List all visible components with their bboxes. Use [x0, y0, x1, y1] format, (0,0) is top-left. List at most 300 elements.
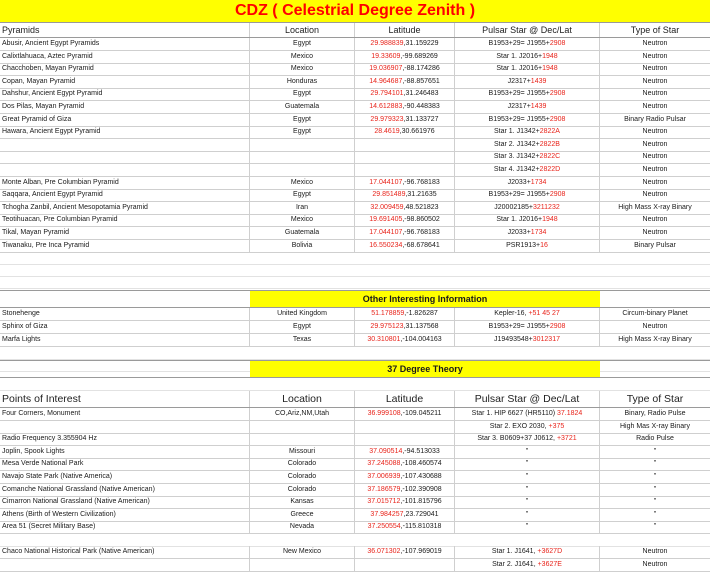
pulsar-name: J2033+: [507, 178, 531, 186]
place-name[interactable]: Comanche National Grassland (Native American): [0, 484, 250, 496]
location: Guatemala: [250, 101, 355, 113]
star-type: Neutron: [642, 52, 668, 60]
latitude-degree: 36.071302: [367, 548, 401, 555]
latitude: [355, 496, 455, 508]
sheet-title: CDZ ( Celestrial Degree Zenith ): [0, 0, 710, 23]
pulsar-star: [455, 546, 600, 558]
pulsar-name: B1953+29= J1955+: [488, 40, 550, 47]
latitude: [355, 334, 455, 346]
star-type: Neutron: [642, 191, 668, 199]
pulsar-star: [455, 484, 600, 496]
pulsar-star: [455, 114, 600, 126]
latitude: [355, 114, 455, 126]
place-name[interactable]: Marfa Lights: [0, 334, 250, 346]
location: Mexico: [250, 63, 355, 75]
pulsar-name: Star 2. J1342+: [494, 140, 540, 148]
table-row: [0, 484, 710, 497]
location: Egypt: [250, 126, 355, 138]
place-name[interactable]: Navajo State Park (Native America): [0, 471, 250, 483]
header-col2: Location: [250, 23, 355, 37]
place-name[interactable]: Hawara, Ancient Egypt Pyramid: [0, 126, 250, 138]
pulsar-dec: 2908: [549, 191, 566, 199]
pulsar-star: [455, 421, 600, 433]
pulsar-star: [455, 408, 600, 420]
location: Iran: [250, 202, 355, 214]
star-type: Binary, Radio Pulse: [624, 410, 686, 417]
latitude: [355, 214, 455, 226]
table-row: [0, 51, 710, 64]
latitude-degree: 19.691405: [369, 216, 403, 224]
header-col4: Pulsar Star @ Dec/Lat: [455, 23, 600, 37]
latitude-degree: 37.006939: [367, 473, 401, 480]
longitude: ,-88.857651: [402, 77, 440, 85]
latitude-degree: 51.178859: [371, 310, 405, 317]
place-name[interactable]: [0, 164, 250, 176]
pulsar-name: Star 1. HIP 6627 (HR5110): [471, 410, 558, 417]
pulsar-dec: 1734: [530, 178, 547, 186]
pulsar-dec: 2908: [549, 90, 566, 98]
location: Honduras: [250, 76, 355, 88]
latitude-degree: 14.612883: [369, 103, 403, 110]
pulsar-star: [455, 164, 600, 176]
place-name[interactable]: [0, 151, 250, 163]
table-row: [0, 240, 710, 253]
header-col4: Pulsar Star @ Dec/Lat: [455, 391, 600, 407]
place-name[interactable]: Cimarron National Grassland (Native American): [0, 496, 250, 508]
star-type: Neutron: [642, 40, 668, 47]
location: Colorado: [250, 471, 355, 483]
latitude: [355, 164, 455, 176]
place-name[interactable]: Tikal, Mayan Pyramid: [0, 227, 250, 239]
star-type: Neutron: [642, 323, 668, 330]
star-type: ": [653, 510, 657, 518]
longitude: ,-99.689269: [400, 52, 438, 60]
table-row: [0, 227, 710, 240]
latitude: [355, 240, 455, 252]
location: Colorado: [250, 484, 355, 496]
latitude: [355, 408, 455, 420]
latitude: [355, 433, 455, 445]
table-row: [0, 546, 710, 559]
pulsar-star: [455, 471, 600, 483]
pulsar-star: [455, 88, 600, 100]
longitude: ,-68.678641: [402, 241, 440, 249]
longitude: ,-1.826287: [404, 310, 438, 317]
location: Mexico: [250, 51, 355, 63]
location: Egypt: [250, 321, 355, 333]
pulsar-name: ": [525, 485, 529, 493]
longitude: ,30.661976: [399, 128, 435, 136]
longitude: ,-88.174286: [402, 65, 440, 73]
pulsar-dec: 2908: [549, 115, 566, 123]
latitude-degree: 29.851489: [372, 191, 406, 199]
pulsar-dec: 1948: [542, 52, 558, 60]
place-name[interactable]: Teotihuacan, Pre Columbian Pyramid: [0, 214, 250, 226]
blank-row: [0, 276, 710, 289]
table-row: [0, 446, 710, 459]
pulsar-name: ": [525, 473, 529, 480]
location: Mexico: [250, 177, 355, 189]
location: [250, 421, 355, 433]
pulsar-dec: +3627D: [537, 548, 563, 555]
place-name[interactable]: Mesa Verde National Park: [0, 458, 250, 470]
latitude: [355, 88, 455, 100]
pulsar-name: J2317+: [507, 77, 531, 85]
table-row: [0, 38, 710, 51]
location: [250, 164, 355, 176]
header-row: [0, 23, 710, 38]
pulsar-name: Star 1. J1641,: [491, 548, 538, 555]
place-name[interactable]: Copan, Mayan Pyramid: [0, 76, 250, 88]
latitude: [355, 76, 455, 88]
pulsar-star: [455, 51, 600, 63]
pulsar-dec: 2908: [549, 323, 566, 330]
latitude: [355, 51, 455, 63]
location: Colorado: [250, 458, 355, 470]
location: CO,Ariz,NM,Utah: [250, 408, 355, 420]
star-type: Neutron: [642, 128, 668, 136]
latitude: [355, 308, 455, 320]
pulsar-name: Star 1. J2016+: [496, 216, 543, 224]
table-row: [0, 151, 710, 164]
pulsar-star: [455, 227, 600, 239]
latitude: [355, 521, 455, 533]
table-row: [0, 471, 710, 484]
location: United Kingdom: [250, 308, 355, 320]
location: [250, 139, 355, 151]
location: New Mexico: [250, 546, 355, 558]
table-row: [0, 63, 710, 76]
location: Nevada: [250, 521, 355, 533]
pulsar-name: B1953+29= J1955+: [488, 323, 550, 330]
star-type: Binary Radio Pulsar: [624, 115, 686, 123]
star-type: ": [653, 485, 657, 493]
star-type: Neutron: [642, 229, 668, 236]
table-row: [0, 189, 710, 202]
table-row: [0, 177, 710, 190]
place-name[interactable]: Four Corners, Monument: [0, 408, 250, 420]
pulsar-star: [455, 446, 600, 458]
pulsar-name: Star 2. J1641,: [492, 560, 538, 568]
location: Missouri: [250, 446, 355, 458]
pulsar-star: [455, 458, 600, 470]
place-name[interactable]: Dos Pilas, Mayan Pyramid: [0, 101, 250, 113]
pulsar-name: PSR1913+: [506, 241, 541, 249]
longitude: ,31.159229: [403, 40, 439, 47]
latitude: [355, 321, 455, 333]
header-col2: Location: [250, 391, 355, 407]
longitude: ,-96.768183: [402, 229, 440, 236]
place-name[interactable]: Athens (Birth of Western Civilization): [0, 509, 250, 521]
latitude: [355, 484, 455, 496]
pulsar-name: J20002185+: [494, 203, 533, 211]
pulsar-star: [455, 38, 600, 50]
latitude-degree: 19.33609: [371, 52, 401, 60]
table-row: [0, 101, 710, 114]
pulsar-star: [455, 509, 600, 521]
longitude: ,-96.768183: [402, 178, 440, 186]
pulsar-star: [455, 139, 600, 151]
latitude: [355, 101, 455, 113]
latitude: [355, 446, 455, 458]
star-type: Neutron: [642, 103, 668, 110]
longitude: ,-107.430688: [400, 473, 442, 480]
header-col5: Type of Star: [626, 393, 684, 405]
pulsar-name: ": [525, 498, 529, 506]
latitude-degree: 37.984257: [370, 510, 404, 518]
table-row: [0, 139, 710, 152]
table-row: [0, 334, 710, 347]
latitude-degree: 32.009459: [370, 203, 404, 211]
place-name[interactable]: Tchogha Zanbil, Ancient Mesopotamia Pyramid: [0, 202, 250, 214]
section-header: [0, 290, 710, 308]
star-type: ": [653, 447, 657, 455]
longitude: ,-102.390908: [400, 485, 442, 493]
place-name[interactable]: Tiwanaku, Pre Inca Pyramid: [0, 240, 250, 252]
longitude: ,48.521823: [403, 203, 439, 211]
location: Egypt: [250, 114, 355, 126]
pulsar-dec: 2822D: [539, 166, 561, 173]
pulsar-name: Star 2. EXO 2030,: [489, 422, 549, 430]
header-col5: Type of Star: [630, 25, 680, 35]
table-row: [0, 421, 710, 434]
section-title: Other Interesting Information: [250, 291, 600, 307]
place-name[interactable]: Abusir, Ancient Egypt Pyramids: [0, 38, 250, 50]
pulsar-star: [455, 496, 600, 508]
pulsar-name: Star 3. B0609+37 J0612,: [477, 435, 557, 443]
header-col1: Pyramids: [0, 23, 250, 37]
pulsar-dec: +375: [548, 422, 565, 430]
longitude: ,-115.810318: [400, 523, 442, 531]
latitude-degree: 28.4619: [374, 128, 400, 136]
place-name[interactable]: Calixtlahuaca, Aztec Pyramid: [0, 51, 250, 63]
star-type: High Mass X-ray Binary: [618, 203, 692, 211]
star-type: Neutron: [642, 140, 668, 148]
section-header: [0, 360, 710, 378]
location: Texas: [250, 334, 355, 346]
place-name[interactable]: Dahshur, Ancient Egypt Pyramid: [0, 88, 250, 100]
place-name[interactable]: Area 51 (Secret Military Base): [0, 521, 250, 533]
latitude: [355, 202, 455, 214]
place-name[interactable]: Monte Alban, Pre Columbian Pyramid: [0, 177, 250, 189]
pulsar-star: [455, 202, 600, 214]
longitude: ,31.137568: [403, 323, 439, 330]
latitude-degree: 30.310801: [367, 336, 401, 343]
star-type: High Mas X-ray Binary: [619, 422, 691, 430]
longitude: ,-104.004163: [400, 336, 442, 343]
pulsar-star: [455, 334, 600, 346]
pulsar-star: [455, 321, 600, 333]
place-name[interactable]: Stonehenge: [0, 308, 250, 320]
table-row: [0, 408, 710, 421]
pulsar-star: [455, 126, 600, 138]
table-row: [0, 164, 710, 177]
pulsar-dec: 2822A: [539, 128, 560, 136]
latitude-degree: 19.036907: [369, 65, 403, 73]
pulsar-name: ": [525, 460, 529, 468]
pulsar-name: J19493548+: [494, 336, 533, 343]
pulsar-name: B1953+29= J1955+: [488, 115, 550, 123]
location: [250, 433, 355, 445]
pulsar-star: [455, 101, 600, 113]
pulsar-dec: 3211232: [533, 203, 560, 211]
pulsar-dec: +3721: [556, 435, 577, 443]
latitude-degree: 29.988839: [370, 40, 404, 47]
table-row: [0, 509, 710, 522]
location: [250, 151, 355, 163]
pulsar-name: Star 1. J2016+: [496, 65, 543, 73]
latitude: [355, 546, 455, 558]
longitude: ,-108.460574: [400, 460, 442, 468]
latitude: [355, 458, 455, 470]
location: Bolivia: [250, 240, 355, 252]
longitude: ,-107.969019: [400, 548, 442, 555]
location: Egypt: [250, 88, 355, 100]
pulsar-star: [455, 63, 600, 75]
latitude-degree: 37.015712: [367, 498, 401, 506]
pulsar-name: Star 1. J2016+: [496, 52, 543, 60]
place-name[interactable]: Joplin, Spook Lights: [0, 446, 250, 458]
location: Egypt: [250, 38, 355, 50]
table-row: [0, 458, 710, 471]
table-row: [0, 202, 710, 215]
pulsar-dec: 16: [540, 241, 548, 249]
latitude: [355, 126, 455, 138]
place-name[interactable]: Chaco National Historical Park (Native American): [0, 546, 250, 558]
star-type: Neutron: [642, 166, 668, 173]
table-row: [0, 496, 710, 509]
star-type: Neutron: [642, 65, 668, 73]
latitude-degree: 37.250554: [367, 523, 401, 531]
location: Greece: [250, 509, 355, 521]
table-row: [0, 114, 710, 127]
pulsar-dec: 2908: [549, 40, 566, 47]
star-type: ": [653, 498, 657, 506]
place-name[interactable]: Chacchoben, Mayan Pyramid: [0, 63, 250, 75]
location: Mexico: [250, 214, 355, 226]
table-row: [0, 88, 710, 101]
pulsar-name: Star 1. J1342+: [494, 128, 540, 136]
pulsar-star: [455, 240, 600, 252]
pulsar-star: [455, 189, 600, 201]
latitude: [355, 151, 455, 163]
star-type: Binary Pulsar: [634, 241, 676, 249]
longitude: ,-109.045211: [400, 410, 442, 417]
pulsar-name: B1953+29= J1955+: [488, 191, 550, 199]
star-type: High Mass X-ray Binary: [618, 336, 692, 343]
latitude-degree: 14.964687: [369, 77, 403, 85]
star-type: Neutron: [642, 560, 668, 568]
latitude: [355, 189, 455, 201]
latitude-degree: 17.044107: [369, 229, 403, 236]
pulsar-dec: 1734: [530, 229, 547, 236]
location: Egypt: [250, 189, 355, 201]
table-row: [0, 308, 710, 321]
header-row: [0, 391, 710, 408]
longitude: ,-90.448383: [402, 103, 440, 110]
latitude: [355, 63, 455, 75]
latitude: [355, 38, 455, 50]
place-name[interactable]: Sphinx of Giza: [0, 321, 250, 333]
table-row: [0, 321, 710, 334]
star-type: Neutron: [642, 216, 668, 224]
pulsar-name: Star 4. J1342+: [493, 166, 540, 173]
latitude: [355, 421, 455, 433]
table-row: [0, 433, 710, 446]
latitude: [355, 227, 455, 239]
section-title: 37 Degree Theory: [250, 361, 600, 377]
latitude-degree: 29.979323: [370, 115, 404, 123]
table-row: [0, 126, 710, 139]
longitude: ,31.246483: [403, 90, 439, 98]
longitude: ,-98.860502: [402, 216, 440, 224]
pulsar-dec: 1439: [530, 77, 547, 85]
header-col3: Latitude: [355, 391, 455, 407]
pulsar-name: Star 3. J1342+: [493, 153, 540, 161]
table-row: [0, 521, 710, 534]
star-type: ": [653, 473, 657, 480]
place-name[interactable]: [0, 421, 250, 433]
latitude-degree: 16.550234: [369, 241, 403, 249]
header-col3: Latitude: [355, 23, 455, 37]
pulsar-name: ": [525, 510, 529, 518]
star-type: Neutron: [642, 548, 668, 555]
pulsar-dec: +51 45 27: [528, 310, 560, 317]
pulsar-name: J2033+: [507, 229, 531, 236]
pulsar-name: Kepler-16,: [494, 310, 529, 317]
place-name[interactable]: [0, 139, 250, 151]
location: Kansas: [250, 496, 355, 508]
place-name[interactable]: Great Pyramid of Giza: [0, 114, 250, 126]
star-type: Neutron: [642, 153, 668, 161]
latitude: [355, 509, 455, 521]
longitude: ,31.21635: [405, 191, 437, 199]
latitude: [355, 471, 455, 483]
latitude-degree: 37.090514: [369, 447, 403, 455]
longitude: ,-101.815796: [400, 498, 442, 506]
pulsar-dec: 1439: [530, 103, 547, 110]
pulsar-name: ": [525, 447, 529, 455]
star-type: ": [653, 523, 657, 531]
pulsar-star: [455, 521, 600, 533]
pulsar-dec: 3012317: [532, 336, 560, 343]
pulsar-dec: 1948: [542, 65, 558, 73]
table-row: [0, 559, 710, 572]
star-type: ": [653, 460, 657, 468]
table-row: [0, 76, 710, 89]
pulsar-dec: 2822B: [539, 140, 560, 148]
star-type: Neutron: [642, 77, 668, 85]
latitude-degree: 29.975123: [370, 323, 404, 330]
place-name[interactable]: Saqqara, Ancient Egypt Pyramid: [0, 189, 250, 201]
star-type: Neutron: [642, 90, 668, 98]
pulsar-dec: 37.1824: [557, 410, 583, 417]
latitude-degree: 29.794101: [370, 90, 404, 98]
pulsar-dec: 1948: [542, 216, 558, 224]
pulsar-star: [455, 151, 600, 163]
longitude: ,-94.513033: [402, 447, 440, 455]
latitude-degree: 37.245088: [367, 460, 401, 468]
header-col1: Points of Interest: [0, 391, 250, 407]
latitude-degree: 36.999108: [367, 410, 401, 417]
longitude: ,23.729041: [403, 510, 439, 518]
pulsar-name: ": [525, 523, 529, 531]
pulsar-star: [455, 433, 600, 445]
place-name[interactable]: Radio Frequency 3.355904 Hz: [0, 433, 250, 445]
pulsar-star: [455, 308, 600, 320]
pulsar-name: J2317+: [507, 103, 531, 110]
pulsar-name: B1953+29= J1955+: [488, 90, 550, 98]
